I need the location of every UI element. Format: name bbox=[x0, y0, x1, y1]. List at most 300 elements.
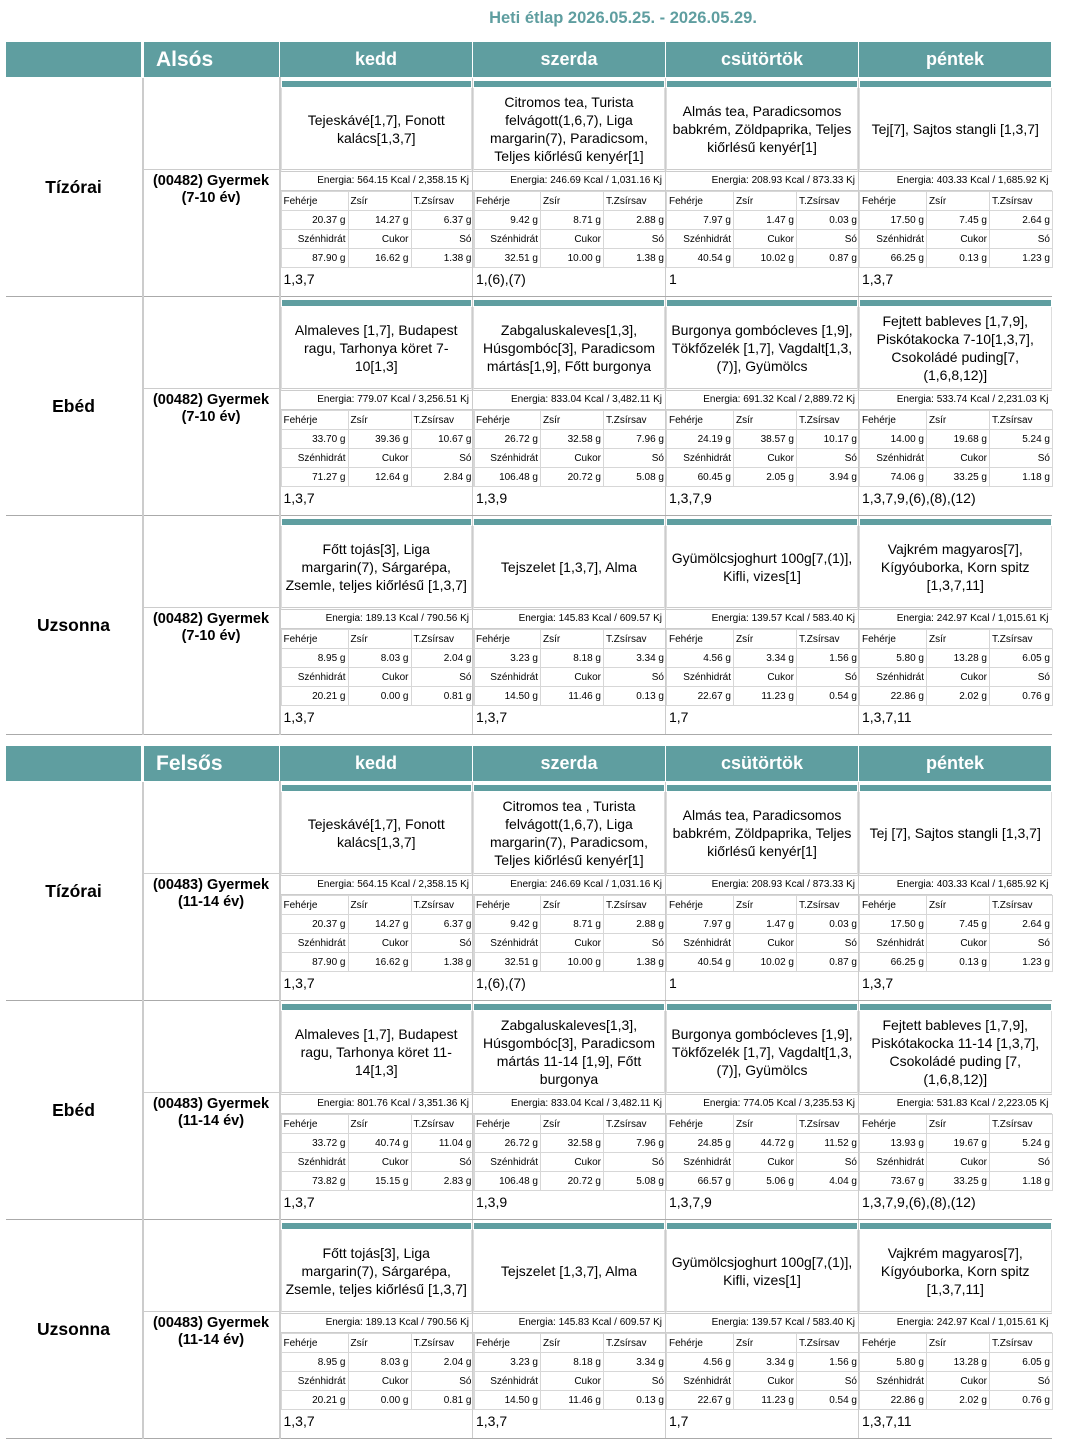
energy-value: Energia: 774.05 Kcal / 3,235.53 Kj bbox=[666, 1095, 858, 1114]
diet-cell bbox=[143, 297, 280, 516]
salt-label: Só bbox=[604, 934, 667, 953]
nutrition-table bbox=[281, 1114, 475, 1191]
protein-value: 33.70 g bbox=[281, 430, 348, 449]
carb-label: Szénhidrát bbox=[474, 934, 541, 953]
energy-value: Energia: 246.69 Kcal / 1,031.16 Kj bbox=[473, 172, 665, 191]
fat-label: Zsír bbox=[348, 1334, 411, 1353]
allergen-codes: 1,3,7 bbox=[476, 709, 508, 725]
sugar-value: 2.02 g bbox=[927, 687, 990, 706]
satfat-label: T.Zsírsav bbox=[990, 1334, 1053, 1353]
salt-label: Só bbox=[604, 1153, 667, 1172]
energy-value: Energia: 242.97 Kcal / 1,015.61 Kj bbox=[859, 610, 1052, 629]
food-description: Almaleves [1,7], Budapest ragu, Tarhonya köret 7-10[1,3] bbox=[281, 307, 473, 391]
carb-value: 60.45 g bbox=[667, 468, 734, 487]
carb-value: 106.48 g bbox=[474, 468, 541, 487]
food-description: Zabgaluskaleves[1,3], Húsgombóc[3], Paradicsom mártás[1,9], Főtt burgonya bbox=[473, 307, 665, 391]
protein-value: 7.97 g bbox=[667, 211, 734, 230]
menu-cell bbox=[280, 516, 473, 735]
salt-label: Só bbox=[411, 449, 474, 468]
sugar-value: 33.25 g bbox=[927, 1172, 990, 1191]
fat-value: 8.03 g bbox=[348, 1353, 411, 1372]
fat-label: Zsír bbox=[734, 192, 797, 211]
salt-label: Só bbox=[797, 1153, 860, 1172]
energy-value: Energia: 208.93 Kcal / 873.33 Kj bbox=[666, 172, 858, 191]
salt-label: Só bbox=[411, 1372, 474, 1391]
nutrition-table bbox=[859, 1333, 1053, 1410]
nutrition-table bbox=[859, 410, 1053, 487]
nutrition-table bbox=[473, 410, 667, 487]
protein-value: 4.56 g bbox=[667, 1353, 734, 1372]
salt-value: 4.04 g bbox=[797, 1172, 860, 1191]
cell-accent-bar bbox=[860, 300, 1051, 306]
fat-value: 32.58 g bbox=[541, 1134, 604, 1153]
allergen-codes: 1,3,7 bbox=[862, 271, 894, 287]
allergen-codes: 1,3,7 bbox=[283, 1413, 315, 1429]
energy-value: Energia: 189.13 Kcal / 790.56 Kj bbox=[281, 1314, 473, 1333]
diet-cell bbox=[143, 78, 280, 297]
food-description: Főtt tojás[3], Liga margarin(7), Sárgarépa, Zsemle, teljes kiőrlésű [1,3,7] bbox=[281, 526, 473, 610]
food-description: Fejtett bableves [1,7,9], Piskótakocka 11-14 [1,3,7], Csokoládé puding [7,(1,6,8,12)] bbox=[859, 1011, 1052, 1095]
menu-cell bbox=[473, 297, 666, 516]
carb-label: Szénhidrát bbox=[667, 668, 734, 687]
fat-value: 38.57 g bbox=[734, 430, 797, 449]
salt-label: Só bbox=[797, 934, 860, 953]
salt-label: Só bbox=[604, 668, 667, 687]
protein-label: Fehérje bbox=[860, 1115, 927, 1134]
energy-value: Energia: 145.83 Kcal / 609.57 Kj bbox=[473, 1314, 665, 1333]
satfat-label: T.Zsírsav bbox=[411, 411, 474, 430]
diet-name: (00483) Gyermek (11-14 év) bbox=[152, 1314, 270, 1348]
nutrition-table bbox=[473, 1114, 667, 1191]
carb-value: 74.06 g bbox=[860, 468, 927, 487]
sugar-label: Cukor bbox=[348, 1372, 411, 1391]
satfat-label: T.Zsírsav bbox=[797, 1115, 860, 1134]
menu-cell bbox=[666, 297, 859, 516]
sugar-label: Cukor bbox=[927, 1153, 990, 1172]
carb-value: 14.50 g bbox=[474, 1391, 541, 1410]
fat-label: Zsír bbox=[541, 411, 604, 430]
menu-cell bbox=[666, 516, 859, 735]
sugar-value: 16.62 g bbox=[348, 953, 411, 972]
cell-accent-bar bbox=[474, 1004, 664, 1010]
diet-cell bbox=[143, 1001, 280, 1220]
fat-value: 44.72 g bbox=[734, 1134, 797, 1153]
nutrition-table bbox=[859, 629, 1053, 706]
salt-label: Só bbox=[797, 449, 860, 468]
satfat-label: T.Zsírsav bbox=[990, 630, 1053, 649]
sugar-label: Cukor bbox=[734, 1153, 797, 1172]
day-header: szerda bbox=[473, 42, 666, 78]
nutrition-table bbox=[666, 895, 860, 972]
protein-value: 17.50 g bbox=[860, 915, 927, 934]
salt-value: 5.08 g bbox=[604, 1172, 667, 1191]
sugar-label: Cukor bbox=[541, 668, 604, 687]
energy-value: Energia: 208.93 Kcal / 873.33 Kj bbox=[666, 876, 858, 895]
protein-label: Fehérje bbox=[281, 411, 348, 430]
sugar-value: 2.02 g bbox=[927, 1391, 990, 1410]
cell-accent-bar bbox=[282, 519, 472, 525]
carb-value: 32.51 g bbox=[474, 249, 541, 268]
cell-accent-bar bbox=[860, 785, 1051, 791]
satfat-label: T.Zsírsav bbox=[411, 192, 474, 211]
salt-label: Só bbox=[990, 668, 1053, 687]
protein-value: 3.23 g bbox=[474, 649, 541, 668]
carb-label: Szénhidrát bbox=[281, 1153, 348, 1172]
salt-label: Só bbox=[990, 449, 1053, 468]
protein-value: 5.80 g bbox=[860, 649, 927, 668]
cell-accent-bar bbox=[282, 1223, 472, 1229]
fat-value: 13.28 g bbox=[927, 649, 990, 668]
protein-label: Fehérje bbox=[667, 1115, 734, 1134]
sugar-label: Cukor bbox=[927, 668, 990, 687]
menu-cell bbox=[859, 297, 1052, 516]
salt-label: Só bbox=[411, 668, 474, 687]
satfat-value: 6.05 g bbox=[990, 1353, 1053, 1372]
satfat-value: 2.04 g bbox=[411, 649, 474, 668]
meal-name: Ebéd bbox=[6, 1001, 143, 1220]
menu-cell bbox=[280, 78, 473, 297]
allergen-codes: 1,7 bbox=[669, 709, 689, 725]
satfat-label: T.Zsírsav bbox=[604, 411, 667, 430]
sugar-label: Cukor bbox=[348, 449, 411, 468]
fat-label: Zsír bbox=[734, 1334, 797, 1353]
food-description: Tejeskávé[1,7], Fonott kalács[1,3,7] bbox=[281, 792, 473, 876]
salt-value: 1.38 g bbox=[604, 249, 667, 268]
allergen-codes: 1,(6),(7) bbox=[476, 975, 526, 991]
food-description: Tejszelet [1,3,7], Alma bbox=[473, 1230, 665, 1314]
fat-label: Zsír bbox=[348, 896, 411, 915]
protein-label: Fehérje bbox=[860, 411, 927, 430]
salt-value: 0.54 g bbox=[797, 687, 860, 706]
salt-value: 1.18 g bbox=[990, 468, 1053, 487]
sugar-value: 0.00 g bbox=[348, 1391, 411, 1410]
menu-cell bbox=[859, 1001, 1052, 1220]
carb-label: Szénhidrát bbox=[860, 668, 927, 687]
sugar-value: 10.00 g bbox=[541, 953, 604, 972]
fat-label: Zsír bbox=[734, 411, 797, 430]
group-header: Felsős bbox=[143, 746, 280, 782]
carb-value: 87.90 g bbox=[281, 249, 348, 268]
energy-value: Energia: 403.33 Kcal / 1,685.92 Kj bbox=[859, 172, 1052, 191]
salt-value: 0.13 g bbox=[604, 687, 667, 706]
meal-row bbox=[6, 1220, 1052, 1439]
sugar-value: 10.02 g bbox=[734, 953, 797, 972]
fat-label: Zsír bbox=[348, 411, 411, 430]
food-description: Gyümölcsjoghurt 100g[7,(1)], Kifli, vizes[1] bbox=[666, 526, 858, 610]
salt-label: Só bbox=[604, 1372, 667, 1391]
satfat-value: 6.05 g bbox=[990, 649, 1053, 668]
protein-label: Fehérje bbox=[860, 1334, 927, 1353]
nutrition-table bbox=[473, 191, 667, 268]
fat-label: Zsír bbox=[348, 192, 411, 211]
protein-label: Fehérje bbox=[281, 1334, 348, 1353]
menu-cell bbox=[473, 1001, 666, 1220]
satfat-value: 6.37 g bbox=[411, 211, 474, 230]
cell-accent-bar bbox=[667, 81, 857, 87]
page-title: Heti étlap 2026.05.25. - 2026.05.29. bbox=[489, 9, 757, 27]
food-description: Burgonya gombócleves [1,9], Tökfőzelék [1,7], Vagdalt[1,3,(7)], Gyümölcs bbox=[666, 1011, 858, 1095]
cell-accent-bar bbox=[282, 300, 472, 306]
food-description: Gyümölcsjoghurt 100g[7,(1)], Kifli, vizes[1] bbox=[666, 1230, 858, 1314]
carb-value: 20.21 g bbox=[281, 1391, 348, 1410]
protein-value: 13.93 g bbox=[860, 1134, 927, 1153]
satfat-value: 3.34 g bbox=[604, 649, 667, 668]
satfat-label: T.Zsírsav bbox=[604, 1334, 667, 1353]
satfat-value: 2.88 g bbox=[604, 211, 667, 230]
salt-value: 2.84 g bbox=[411, 468, 474, 487]
nutrition-table bbox=[473, 629, 667, 706]
cell-accent-bar bbox=[667, 519, 857, 525]
salt-value: 1.38 g bbox=[604, 953, 667, 972]
satfat-label: T.Zsírsav bbox=[797, 630, 860, 649]
satfat-value: 2.64 g bbox=[990, 211, 1053, 230]
sugar-label: Cukor bbox=[541, 1153, 604, 1172]
nutrition-table bbox=[281, 1333, 475, 1410]
protein-value: 20.37 g bbox=[281, 211, 348, 230]
allergen-codes: 1,3,7 bbox=[862, 975, 894, 991]
carb-label: Szénhidrát bbox=[474, 1372, 541, 1391]
satfat-value: 1.56 g bbox=[797, 649, 860, 668]
carb-label: Szénhidrát bbox=[281, 230, 348, 249]
sugar-value: 33.25 g bbox=[927, 468, 990, 487]
satfat-value: 10.67 g bbox=[411, 430, 474, 449]
protein-value: 7.97 g bbox=[667, 915, 734, 934]
satfat-value: 7.96 g bbox=[604, 430, 667, 449]
carb-label: Szénhidrát bbox=[667, 449, 734, 468]
salt-value: 3.94 g bbox=[797, 468, 860, 487]
satfat-value: 0.03 g bbox=[797, 915, 860, 934]
protein-value: 8.95 g bbox=[281, 1353, 348, 1372]
carb-label: Szénhidrát bbox=[281, 934, 348, 953]
protein-label: Fehérje bbox=[860, 630, 927, 649]
allergen-codes: 1,3,9 bbox=[476, 1194, 508, 1210]
fat-value: 3.34 g bbox=[734, 649, 797, 668]
allergen-codes: 1,3,7,9,(6),(8),(12) bbox=[862, 490, 976, 506]
menu-table-1 bbox=[5, 745, 1052, 1439]
fat-value: 32.58 g bbox=[541, 430, 604, 449]
protein-value: 24.19 g bbox=[667, 430, 734, 449]
header-corner bbox=[6, 42, 143, 78]
menu-cell bbox=[280, 297, 473, 516]
meal-name: Tízórai bbox=[6, 78, 143, 297]
menu-cell bbox=[859, 1220, 1052, 1439]
sugar-value: 0.13 g bbox=[927, 953, 990, 972]
fat-label: Zsír bbox=[541, 1115, 604, 1134]
salt-label: Só bbox=[604, 230, 667, 249]
cell-accent-bar bbox=[667, 1004, 857, 1010]
sugar-label: Cukor bbox=[927, 230, 990, 249]
energy-value: Energia: 246.69 Kcal / 1,031.16 Kj bbox=[473, 876, 665, 895]
energy-value: Energia: 139.57 Kcal / 583.40 Kj bbox=[666, 1314, 858, 1333]
sugar-label: Cukor bbox=[734, 449, 797, 468]
nutrition-table bbox=[859, 895, 1053, 972]
menu-cell bbox=[859, 78, 1052, 297]
menu-cell bbox=[666, 782, 859, 1001]
protein-label: Fehérje bbox=[667, 630, 734, 649]
menu-cell bbox=[473, 782, 666, 1001]
allergen-codes: 1,3,7 bbox=[283, 975, 315, 991]
fat-value: 8.71 g bbox=[541, 211, 604, 230]
sugar-label: Cukor bbox=[927, 449, 990, 468]
sugar-label: Cukor bbox=[541, 449, 604, 468]
cell-accent-bar bbox=[282, 81, 472, 87]
salt-value: 2.83 g bbox=[411, 1172, 474, 1191]
protein-label: Fehérje bbox=[281, 896, 348, 915]
energy-value: Energia: 779.07 Kcal / 3,256.51 Kj bbox=[281, 391, 473, 410]
sugar-value: 20.72 g bbox=[541, 468, 604, 487]
protein-value: 20.37 g bbox=[281, 915, 348, 934]
satfat-value: 10.17 g bbox=[797, 430, 860, 449]
satfat-label: T.Zsírsav bbox=[411, 1115, 474, 1134]
energy-value: Energia: 189.13 Kcal / 790.56 Kj bbox=[281, 610, 473, 629]
meal-name: Tízórai bbox=[6, 782, 143, 1001]
salt-value: 1.38 g bbox=[411, 249, 474, 268]
food-description: Vajkrém magyaros[7], Kígyóuborka, Korn spitz [1,3,7,11] bbox=[859, 1230, 1052, 1314]
cell-accent-bar bbox=[860, 1223, 1051, 1229]
cell-accent-bar bbox=[860, 81, 1051, 87]
fat-value: 39.36 g bbox=[348, 430, 411, 449]
sugar-value: 2.05 g bbox=[734, 468, 797, 487]
sugar-label: Cukor bbox=[348, 668, 411, 687]
protein-label: Fehérje bbox=[281, 1115, 348, 1134]
carb-value: 87.90 g bbox=[281, 953, 348, 972]
carb-label: Szénhidrát bbox=[860, 1153, 927, 1172]
food-description: Almaleves [1,7], Budapest ragu, Tarhonya köret 11-14[1,3] bbox=[281, 1011, 473, 1095]
energy-value: Energia: 833.04 Kcal / 3,482.11 Kj bbox=[473, 1095, 665, 1114]
carb-value: 40.54 g bbox=[667, 953, 734, 972]
fat-label: Zsír bbox=[927, 1334, 990, 1353]
carb-value: 71.27 g bbox=[281, 468, 348, 487]
salt-value: 1.23 g bbox=[990, 953, 1053, 972]
carb-label: Szénhidrát bbox=[667, 230, 734, 249]
fat-label: Zsír bbox=[927, 192, 990, 211]
salt-value: 0.87 g bbox=[797, 953, 860, 972]
satfat-label: T.Zsírsav bbox=[411, 1334, 474, 1353]
salt-label: Só bbox=[411, 230, 474, 249]
energy-value: Energia: 531.83 Kcal / 2,223.05 Kj bbox=[859, 1095, 1052, 1114]
carb-value: 40.54 g bbox=[667, 249, 734, 268]
protein-label: Fehérje bbox=[474, 630, 541, 649]
menu-cell bbox=[473, 78, 666, 297]
carb-label: Szénhidrát bbox=[474, 1153, 541, 1172]
fat-label: Zsír bbox=[734, 1115, 797, 1134]
nutrition-table bbox=[666, 1333, 860, 1410]
fat-value: 1.47 g bbox=[734, 915, 797, 934]
fat-label: Zsír bbox=[541, 1334, 604, 1353]
satfat-label: T.Zsírsav bbox=[797, 192, 860, 211]
fat-value: 8.18 g bbox=[541, 649, 604, 668]
nutrition-table bbox=[473, 1333, 667, 1410]
protein-label: Fehérje bbox=[474, 1115, 541, 1134]
sugar-label: Cukor bbox=[734, 668, 797, 687]
protein-label: Fehérje bbox=[860, 896, 927, 915]
protein-value: 5.80 g bbox=[860, 1353, 927, 1372]
fat-label: Zsír bbox=[541, 896, 604, 915]
carb-value: 66.25 g bbox=[860, 249, 927, 268]
satfat-value: 3.34 g bbox=[604, 1353, 667, 1372]
menu-table-0 bbox=[5, 41, 1052, 735]
protein-value: 9.42 g bbox=[474, 915, 541, 934]
fat-label: Zsír bbox=[927, 630, 990, 649]
salt-value: 0.81 g bbox=[411, 687, 474, 706]
protein-label: Fehérje bbox=[281, 192, 348, 211]
protein-label: Fehérje bbox=[474, 1334, 541, 1353]
satfat-label: T.Zsírsav bbox=[604, 630, 667, 649]
satfat-label: T.Zsírsav bbox=[797, 411, 860, 430]
nutrition-table bbox=[473, 895, 667, 972]
fat-label: Zsír bbox=[927, 1115, 990, 1134]
sugar-label: Cukor bbox=[927, 934, 990, 953]
satfat-label: T.Zsírsav bbox=[990, 411, 1053, 430]
diet-cell bbox=[143, 782, 280, 1001]
carb-value: 22.86 g bbox=[860, 1391, 927, 1410]
food-description: Főtt tojás[3], Liga margarin(7), Sárgarépa, Zsemle, teljes kiőrlésű [1,3,7] bbox=[281, 1230, 473, 1314]
nutrition-table bbox=[666, 629, 860, 706]
carb-value: 20.21 g bbox=[281, 687, 348, 706]
menu-cell bbox=[473, 1220, 666, 1439]
day-header: kedd bbox=[280, 42, 473, 78]
fat-value: 1.47 g bbox=[734, 211, 797, 230]
sugar-value: 20.72 g bbox=[541, 1172, 604, 1191]
energy-value: Energia: 145.83 Kcal / 609.57 Kj bbox=[473, 610, 665, 629]
energy-value: Energia: 691.32 Kcal / 2,889.72 Kj bbox=[666, 391, 858, 410]
allergen-codes: 1,(6),(7) bbox=[476, 271, 526, 287]
sugar-label: Cukor bbox=[734, 1372, 797, 1391]
sugar-value: 15.15 g bbox=[348, 1172, 411, 1191]
sugar-value: 0.13 g bbox=[927, 249, 990, 268]
menu-cell bbox=[280, 1001, 473, 1220]
sugar-value: 10.02 g bbox=[734, 249, 797, 268]
salt-value: 0.87 g bbox=[797, 249, 860, 268]
fat-value: 8.71 g bbox=[541, 915, 604, 934]
carb-label: Szénhidrát bbox=[860, 1372, 927, 1391]
energy-value: Energia: 833.04 Kcal / 3,482.11 Kj bbox=[473, 391, 665, 410]
sugar-label: Cukor bbox=[541, 230, 604, 249]
salt-value: 0.81 g bbox=[411, 1391, 474, 1410]
cell-accent-bar bbox=[474, 785, 664, 791]
protein-value: 33.72 g bbox=[281, 1134, 348, 1153]
satfat-label: T.Zsírsav bbox=[797, 1334, 860, 1353]
satfat-value: 11.04 g bbox=[411, 1134, 474, 1153]
carb-label: Szénhidrát bbox=[474, 668, 541, 687]
satfat-label: T.Zsírsav bbox=[990, 192, 1053, 211]
cell-accent-bar bbox=[474, 300, 664, 306]
fat-value: 14.27 g bbox=[348, 915, 411, 934]
sugar-label: Cukor bbox=[541, 934, 604, 953]
sugar-value: 12.64 g bbox=[348, 468, 411, 487]
menu-cell bbox=[280, 1220, 473, 1439]
diet-cell bbox=[143, 516, 280, 735]
satfat-label: T.Zsírsav bbox=[604, 192, 667, 211]
sugar-value: 11.23 g bbox=[734, 1391, 797, 1410]
meal-row bbox=[6, 782, 1052, 1001]
carb-value: 22.86 g bbox=[860, 687, 927, 706]
meal-row bbox=[6, 297, 1052, 516]
satfat-label: T.Zsírsav bbox=[604, 896, 667, 915]
energy-value: Energia: 242.97 Kcal / 1,015.61 Kj bbox=[859, 1314, 1052, 1333]
fat-value: 8.18 g bbox=[541, 1353, 604, 1372]
allergen-codes: 1,3,7,9 bbox=[669, 1194, 712, 1210]
allergen-codes: 1,3,7 bbox=[283, 490, 315, 506]
carb-label: Szénhidrát bbox=[281, 1372, 348, 1391]
energy-value: Energia: 403.33 Kcal / 1,685.92 Kj bbox=[859, 876, 1052, 895]
sugar-value: 16.62 g bbox=[348, 249, 411, 268]
allergen-codes: 1,3,7,11 bbox=[862, 1413, 912, 1429]
salt-label: Só bbox=[411, 1153, 474, 1172]
group-header: Alsós bbox=[143, 42, 280, 78]
satfat-value: 1.56 g bbox=[797, 1353, 860, 1372]
protein-value: 24.85 g bbox=[667, 1134, 734, 1153]
